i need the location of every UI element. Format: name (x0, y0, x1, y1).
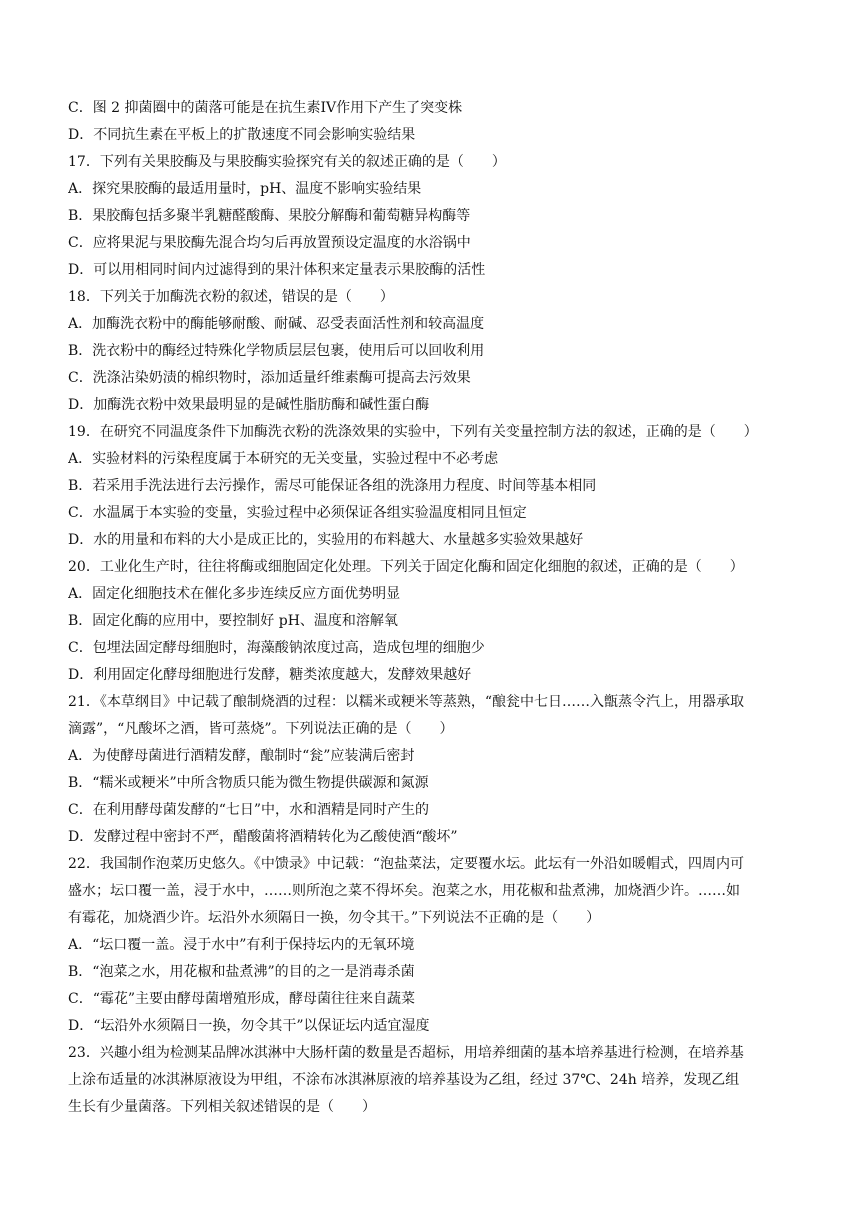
text-line: B．固定化酶的应用中，要控制好 pH、温度和溶解氧 (68, 613, 398, 629)
text-line: B．若采用手洗法进行去污操作，需尽可能保证各组的洗涤用力程度、时间等基本相同 (68, 478, 597, 494)
text-line: 滴露”，“凡酸坏之酒，皆可蒸烧”。下列说法正确的是（ ） (68, 721, 454, 737)
text-line: A．加酶洗衣粉中的酶能够耐酸、耐碱、忍受表面活性剂和较高温度 (68, 316, 485, 332)
text-line: B．“泡菜之水，用花椒和盐煮沸”的目的之一是消毒杀菌 (68, 964, 415, 980)
text-line: 有霉花，加烧酒少许。坛沿外水须隔日一换，勿令其干。”下列说法不正确的是（ ） (68, 910, 601, 926)
text-line: C．“霉花”主要由酵母菌增殖形成，酵母菌往往来自蔬菜 (68, 991, 416, 1007)
text-line: 23．兴趣小组为检测某品牌冰淇淋中大肠杆菌的数量是否超标，用培养细菌的基本培养基进行检测，在培养基 (68, 1045, 744, 1061)
text-line: B．“糯米或粳米”中所含物质只能为微生物提供碳源和氮源 (68, 775, 429, 791)
text-line: D．可以用相同时间内过滤得到的果汁体积来定量表示果胶酶的活性 (68, 262, 486, 278)
text-line: C．包埋法固定酵母细胞时，海藻酸钠浓度过高，造成包埋的细胞少 (68, 640, 485, 656)
text-line: A．探究果胶酶的最适用量时，pH、温度不影响实验结果 (68, 181, 422, 197)
text-line: D．水的用量和布料的大小是成正比的，实验用的布料越大、水量越多实验效果越好 (68, 532, 584, 548)
text-line: D．“坛沿外水须隔日一换，勿令其干”以保证坛内适宜湿度 (68, 1018, 430, 1034)
text-line: A．为使酵母菌进行酒精发酵，酿制时“瓮”应装满后密封 (68, 748, 415, 764)
text-line: C．洗涤沾染奶渍的棉织物时，添加适量纤维素酶可提高去污效果 (68, 370, 471, 386)
text-line: 盛水；坛口覆一盖，浸于水中，……则所泡之菜不得坏矣。泡菜之水，用花椒和盐煮沸，加烧酒少许。……如 (68, 883, 740, 899)
text-line: C．图 2 抑菌圈中的菌落可能是在抗生素IV作用下产生了突变株 (68, 100, 463, 116)
text-line: B．洗衣粉中的酶经过特殊化学物质层层包裹，使用后可以回收利用 (68, 343, 485, 359)
text-line: 18．下列关于加酶洗衣粉的叙述，错误的是（ ） (68, 289, 394, 305)
text-line: 17．下列有关果胶酶及与果胶酶实验探究有关的叙述正确的是（ ） (68, 154, 506, 170)
text-line: 21．《本草纲目》中记载了酿制烧酒的过程：以糯米或粳米等蒸熟，“酿瓮中七日……入甑蒸令汽上，用器承取 (68, 694, 744, 710)
text-line: A．固定化细胞技术在催化多步连续反应方面优势明显 (68, 586, 401, 602)
text-line: C．水温属于本实验的变量，实验过程中必须保证各组实验温度相同且恒定 (68, 505, 527, 521)
text-line: 生长有少量菌落。下列相关叙述错误的是（ ） (68, 1099, 376, 1115)
text-line: C．在利用酵母菌发酵的“七日”中，水和酒精是同时产生的 (68, 802, 430, 818)
text-line: 20．工业化生产时，往往将酶或细胞固定化处理。下列关于固定化酶和固定化细胞的叙述，正确的是（ ） (68, 559, 744, 575)
text-line: A．实验材料的污染程度属于本研究的无关变量，实验过程中不必考虑 (68, 451, 499, 467)
text-line: D．不同抗生素在平板上的扩散速度不同会影响实验结果 (68, 127, 416, 143)
question-text (68, 98, 808, 1124)
text-line: D．利用固定化酵母细胞进行发酵，糖类浓度越大，发酵效果越好 (68, 667, 472, 683)
text-line: 19．在研究不同温度条件下加酶洗衣粉的洗涤效果的实验中，下列有关变量控制方法的叙述，正确的是（ ） (68, 424, 758, 440)
text-line: 22．我国制作泡菜历史悠久。《中馈录》中记载：“泡盐菜法，定要覆水坛。此坛有一外沿如暖帽式，四周内可 (68, 856, 744, 872)
text-line: B．果胶酶包括多聚半乳糖醛酸酶、果胶分解酶和葡萄糖异构酶等 (68, 208, 471, 224)
text-line: D．发酵过程中密封不严，醋酸菌将酒精转化为乙酸使酒“酸坏” (68, 829, 458, 845)
text-line: A．“坛口覆一盖。浸于水中”有利于保持坛内的无氧环境 (68, 937, 415, 953)
text-line: C．应将果泥与果胶酶先混合均匀后再放置预设定温度的水浴锅中 (68, 235, 471, 251)
text-line: 上涂布适量的冰淇淋原液设为甲组，不涂布冰淇淋原液的培养基设为乙组，经过 37℃、24h 培养，发现乙组 (68, 1072, 740, 1088)
text-line: D．加酶洗衣粉中效果最明显的是碱性脂肪酶和碱性蛋白酶 (68, 397, 430, 413)
